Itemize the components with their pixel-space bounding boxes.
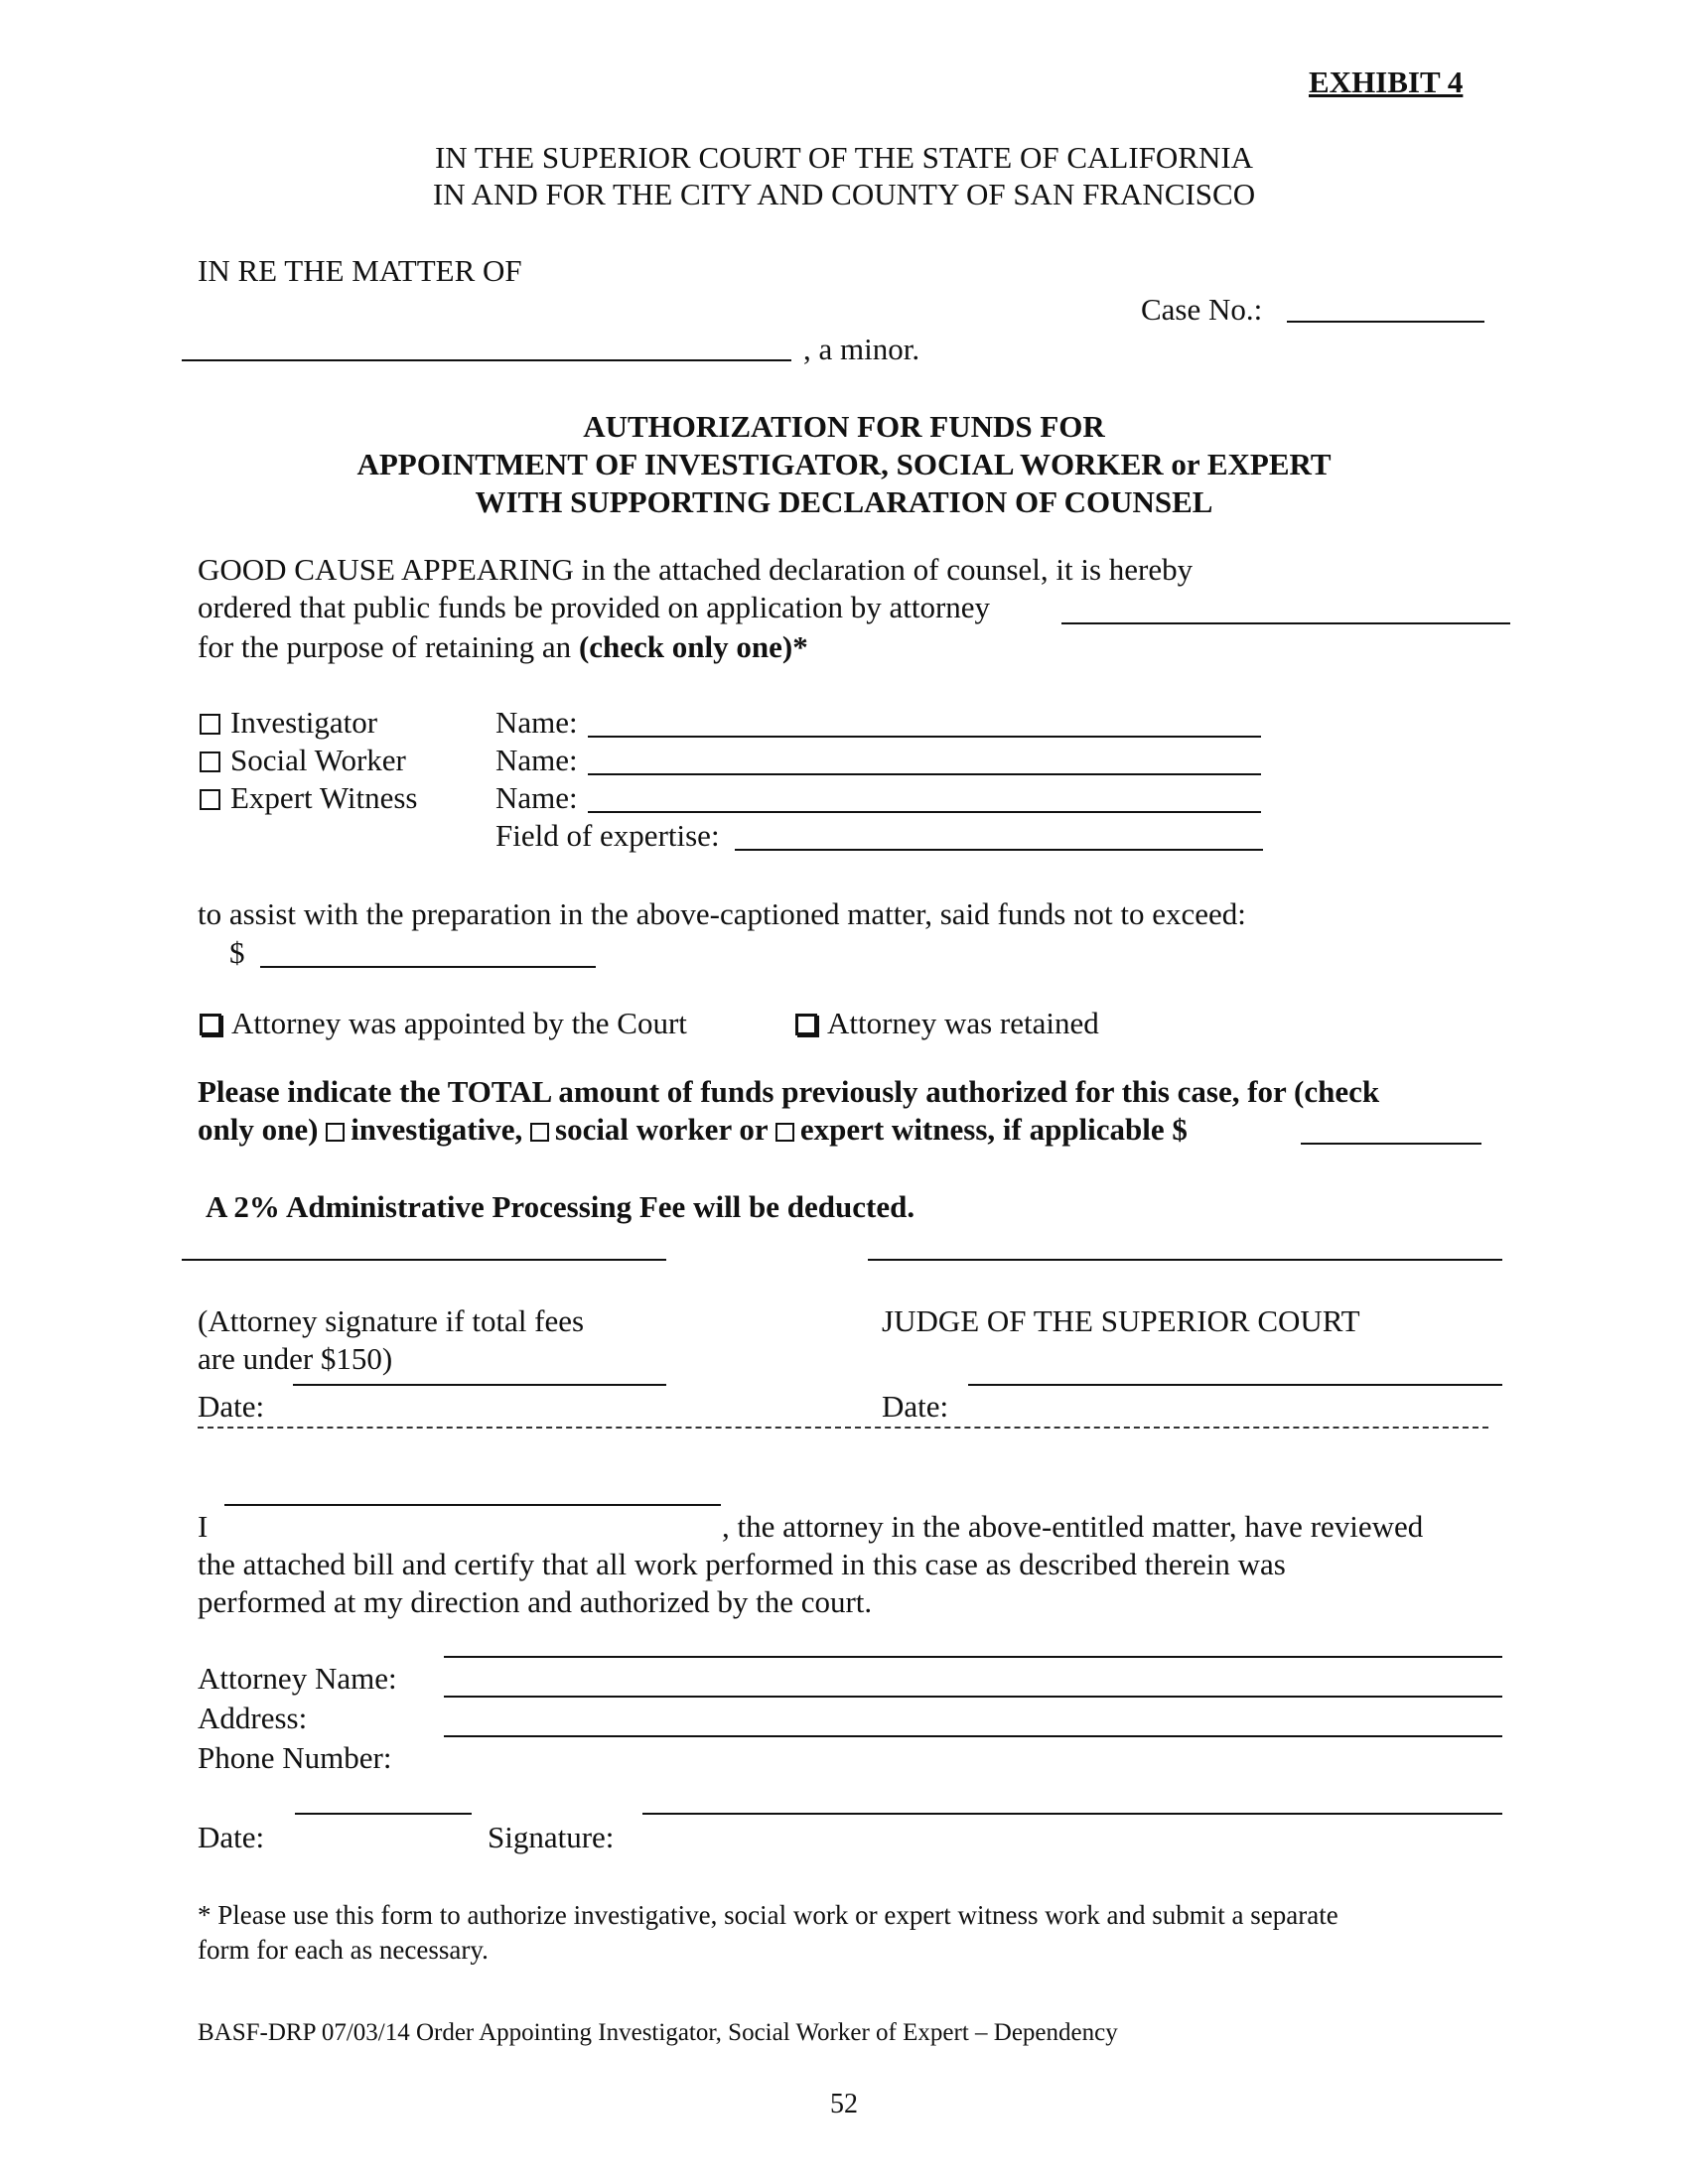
phone-label: Phone Number: [198, 1740, 392, 1775]
separator-dashed-line [198, 1427, 1488, 1429]
attorney-name-info-field[interactable] [444, 1656, 1502, 1658]
address-field[interactable] [444, 1696, 1502, 1698]
total-social-worker-label: social worker or [555, 1112, 769, 1147]
attorney-retained-label: Attorney was retained [827, 1006, 1099, 1040]
checkbox-total-expert-witness[interactable] [775, 1123, 794, 1142]
checkbox-attorney-retained[interactable] [795, 1014, 817, 1035]
total-line2 [198, 1111, 1188, 1148]
field-of-expertise-field[interactable] [735, 849, 1263, 851]
attorney-signature-field[interactable] [182, 1259, 666, 1261]
funds-amount-field[interactable] [260, 966, 596, 968]
minor-name-field[interactable] [182, 359, 791, 361]
court-name-line1: IN THE SUPERIOR COURT OF THE STATE OF CALIFORNIA [434, 140, 1254, 175]
fee-notice: A 2% Administrative Processing Fee will be deducted. [206, 1189, 915, 1224]
total-line1: Please indicate the TOTAL amount of funds previously authorized for this case, for (check [198, 1074, 1380, 1109]
cert-date-label: Date: [198, 1820, 265, 1854]
attorney-signature-note-2: are under $150) [198, 1341, 393, 1376]
option-social-worker[interactable] [200, 742, 406, 778]
attorney-appointed-option[interactable] [200, 1005, 687, 1041]
case-no-label: Case No.: [1141, 292, 1263, 327]
judge-date-label: Date: [882, 1389, 949, 1424]
cert-signature-label: Signature: [488, 1820, 615, 1854]
expert-witness-name-field[interactable] [588, 811, 1261, 813]
order-line1: GOOD CAUSE APPEARING in the attached declaration of counsel, it is hereby [198, 552, 1194, 587]
investigator-name-label: Name: [495, 705, 578, 740]
matter-label: IN RE THE MATTER OF [198, 253, 522, 288]
court-name-line2: IN AND FOR THE CITY AND COUNTY OF SAN FRANCISCO [432, 177, 1256, 211]
check-only-one-note: (check only one)* [578, 629, 808, 664]
assist-text: to assist with the preparation in the above-captioned matter, said funds not to exceed: [198, 896, 1246, 931]
checkbox-social-worker[interactable] [200, 751, 220, 772]
order-line3 [198, 628, 808, 665]
exhibit-label: EXHIBIT 4 [1309, 65, 1464, 99]
form-title-line2: APPOINTMENT OF INVESTIGATOR, SOCIAL WORKER or EXPERT [356, 447, 1332, 481]
checkbox-total-investigative[interactable] [326, 1123, 345, 1142]
option-investigator-label: Investigator [230, 705, 378, 740]
investigator-name-field[interactable] [588, 736, 1261, 738]
form-title-line1: AUTHORIZATION FOR FUNDS FOR [583, 409, 1105, 444]
footnote-line2: form for each as necessary. [198, 1935, 489, 1965]
total-expert-witness-label: expert witness, if applicable $ [799, 1112, 1188, 1147]
checkbox-expert-witness[interactable] [200, 789, 220, 810]
footnote-line1: * Please use this form to authorize investigative, social work or expert witness work and submit a separate [198, 1900, 1338, 1930]
social-worker-name-field[interactable] [588, 773, 1261, 775]
checkbox-attorney-appointed[interactable] [200, 1014, 221, 1035]
attorney-date-label: Date: [198, 1389, 265, 1424]
social-worker-name-label: Name: [495, 743, 578, 777]
cert-signature-field[interactable] [642, 1813, 1502, 1815]
order-line2: ordered that public funds be provided on application by attorney [198, 590, 991, 624]
form-title-line3: WITH SUPPORTING DECLARATION OF COUNSEL [475, 484, 1213, 519]
total-amount-field[interactable] [1301, 1143, 1481, 1145]
phone-field[interactable] [444, 1735, 1502, 1737]
order-line3-text: for the purpose of retaining an [198, 629, 579, 664]
total-only-one: only one) [198, 1112, 319, 1147]
case-no-field[interactable] [1287, 321, 1484, 323]
certification-line2: the attached bill and certify that all work performed in this case as described therein was [198, 1547, 1286, 1581]
total-investigative-label: investigative, [351, 1112, 523, 1147]
minor-suffix: , a minor. [803, 332, 920, 366]
attorney-name-field[interactable] [1061, 622, 1510, 624]
certification-i: I [198, 1509, 209, 1544]
attorney-appointed-label: Attorney was appointed by the Court [231, 1006, 687, 1040]
certifying-attorney-field[interactable] [224, 1504, 721, 1506]
address-label: Address: [198, 1701, 308, 1735]
attorney-retained-option[interactable] [795, 1005, 1099, 1041]
option-social-worker-label: Social Worker [230, 743, 406, 777]
expert-witness-name-label: Name: [495, 780, 578, 815]
certification-line3: performed at my direction and authorized by the court. [198, 1584, 873, 1619]
option-expert-witness[interactable] [200, 779, 417, 816]
attorney-signature-note-1: (Attorney signature if total fees [198, 1303, 585, 1338]
dollar-sign: $ [229, 935, 245, 970]
attorney-name-label: Attorney Name: [198, 1661, 397, 1696]
cert-date-field[interactable] [295, 1813, 472, 1815]
judge-date-field[interactable] [968, 1384, 1502, 1386]
checkbox-investigator[interactable] [200, 714, 220, 735]
judge-signature-field[interactable] [868, 1259, 1502, 1261]
field-of-expertise-label: Field of expertise: [495, 818, 720, 853]
checkbox-total-social-worker[interactable] [530, 1123, 549, 1142]
option-investigator[interactable] [200, 704, 377, 741]
option-expert-witness-label: Expert Witness [230, 780, 418, 815]
page-number: 52 [830, 2089, 858, 2119]
judge-label: JUDGE OF THE SUPERIOR COURT [882, 1303, 1360, 1338]
certification-line1: , the attorney in the above-entitled matter, have reviewed [722, 1509, 1424, 1544]
form-id-footer: BASF-DRP 07/03/14 Order Appointing Investigator, Social Worker of Expert – Dependency [198, 2019, 1118, 2046]
attorney-date-field[interactable] [293, 1384, 666, 1386]
